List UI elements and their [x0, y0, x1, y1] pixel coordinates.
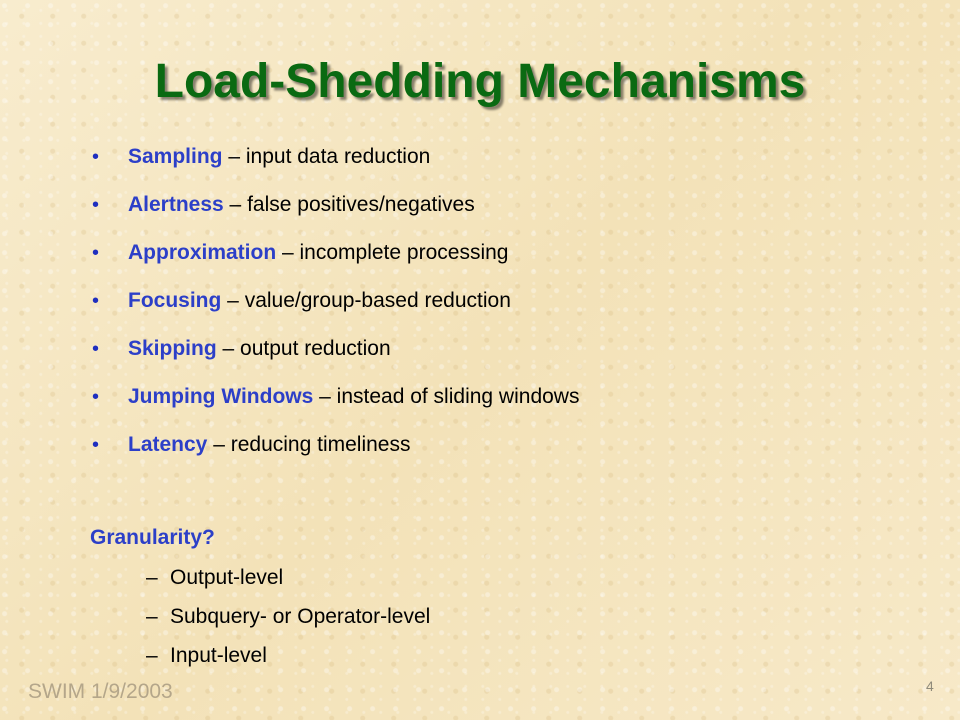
granularity-level: Output-level	[170, 566, 284, 589]
granularity-level: Input-level	[170, 644, 267, 667]
granularity-list	[146, 561, 430, 678]
footer-text: SWIM 1/9/2003	[28, 680, 173, 703]
mechanism-term: Alertness	[128, 193, 224, 216]
slide-title: Load-Shedding Mechanisms	[154, 55, 806, 108]
mechanism-term: Approximation	[128, 241, 277, 264]
dash-icon: –	[146, 605, 158, 628]
bullet-icon: •	[92, 386, 100, 408]
list-item	[92, 236, 579, 284]
list-item	[92, 140, 579, 188]
list-item	[146, 600, 430, 639]
bullet-icon: •	[92, 194, 100, 216]
bullet-icon: •	[92, 338, 100, 360]
list-item	[92, 428, 579, 476]
mechanism-description: – output reduction	[216, 337, 391, 360]
granularity-heading: Granularity?	[90, 526, 215, 549]
mechanism-description: – instead of sliding windows	[313, 385, 580, 408]
bullet-icon: •	[92, 146, 100, 168]
list-item	[92, 188, 579, 236]
mechanism-description: – incomplete processing	[276, 241, 509, 264]
bullet-icon: •	[92, 290, 100, 312]
mechanism-description: – input data reduction	[222, 145, 431, 168]
mechanism-description: – false positives/negatives	[223, 193, 475, 216]
mechanism-term: Latency	[128, 433, 208, 456]
mechanism-term: Sampling	[128, 145, 223, 168]
mechanism-term: Focusing	[128, 289, 222, 312]
mechanism-term: Skipping	[128, 337, 217, 360]
bullet-icon: •	[92, 434, 100, 456]
list-item	[92, 332, 579, 380]
dash-icon: –	[146, 644, 158, 667]
list-item	[146, 561, 430, 600]
list-item	[92, 284, 579, 332]
list-item	[146, 639, 430, 678]
mechanism-description: – value/group-based reduction	[221, 289, 511, 312]
bullet-icon: •	[92, 242, 100, 264]
page-number: 4	[926, 678, 934, 694]
granularity-level: Subquery- or Operator-level	[170, 605, 431, 628]
mechanism-list	[92, 140, 579, 476]
mechanism-description: – reducing timeliness	[207, 433, 411, 456]
list-item	[92, 380, 579, 428]
mechanism-term: Jumping Windows	[128, 385, 314, 408]
dash-icon: –	[146, 566, 158, 589]
